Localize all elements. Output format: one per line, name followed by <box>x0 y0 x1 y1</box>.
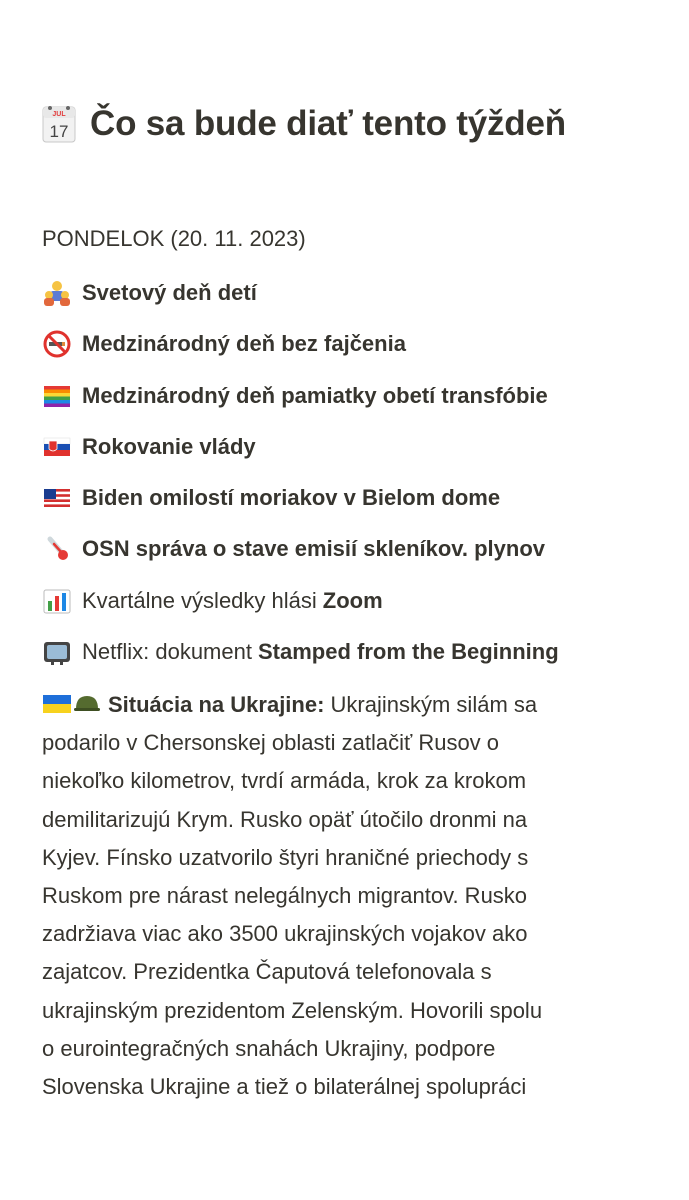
event-label: Medzinárodný deň pamiatky obetí transfóbie <box>82 383 548 408</box>
event-item <box>42 585 383 617</box>
no-smoking-icon <box>42 330 72 358</box>
ukraine-line: Ruskom pre nárast nelegálnych migrantov. Rusko <box>42 883 528 909</box>
ukraine-line: zadržiava viac ako 3500 ukrajinských vojakov ako <box>42 921 528 947</box>
page-title: Čo sa bude diať tento týždeň <box>90 104 566 143</box>
event-label: Svetový deň detí <box>82 280 257 305</box>
event-label-plain: Kvartálne výsledky hlási <box>82 588 317 613</box>
ukraine-heading: Situácia na Ukrajine: <box>108 692 325 717</box>
event-label: Medzinárodný deň bez fajčenia <box>82 331 406 356</box>
family-icon <box>42 279 72 307</box>
ukraine-line: demilitarizujú Krym. Rusko opäť útočilo dronmi na <box>42 806 528 832</box>
ukraine-line: zajatcov. Prezidentka Čaputová telefonovala s <box>42 959 492 985</box>
ukraine-line: podarilo v Chersonskej oblasti zatlačiť Rusov o <box>42 730 500 756</box>
event-label: OSN správa o stave emisií skleníkov. plynov <box>82 536 546 561</box>
ukraine-flag-icon <box>42 692 72 716</box>
event-label: Rokovanie vlády <box>82 434 256 459</box>
ukraine-line: Slovenska Ukrajine a tiež o bilaterálnej spolupráci <box>42 1074 527 1100</box>
event-item <box>42 636 559 668</box>
event-item <box>42 482 500 514</box>
ukraine-paragraph <box>42 686 657 1106</box>
usa-flag-icon <box>42 484 72 512</box>
event-item <box>42 328 406 360</box>
event-label-plain: Netflix: dokument <box>82 639 252 664</box>
day-heading: PONDELOK (20. 11. 2023) <box>42 226 306 251</box>
event-label-bold: Zoom <box>322 588 383 613</box>
title-row <box>42 104 566 144</box>
ukraine-line: niekoľko kilometrov, tvrdí armáda, krok za krokom <box>42 768 527 794</box>
calendar-icon <box>42 104 76 144</box>
event-item <box>42 277 257 309</box>
ukraine-line: Kyjev. Fínsko uzatvorilo štyri hraničné priechody s <box>42 844 529 870</box>
event-label: Biden omilostí moriakov v Bielom dome <box>82 485 501 510</box>
tv-icon <box>42 638 72 666</box>
rainbow-flag-icon <box>42 382 72 410</box>
ukraine-line: Ukrajinským silám sa <box>324 692 538 717</box>
bar-chart-icon <box>42 587 72 615</box>
event-item <box>42 431 256 463</box>
event-item <box>42 533 545 565</box>
thermometer-icon <box>42 535 72 563</box>
slovakia-flag-icon <box>42 433 72 461</box>
event-item <box>42 380 548 412</box>
ukraine-line: ukrajinským prezidentom Zelenským. Hovorili spolu <box>42 997 543 1023</box>
ukraine-line: o eurointegračných snahách Ukrajiny, podpore <box>42 1035 496 1061</box>
calendar-day: 17 <box>49 122 69 141</box>
calendar-month: JUL <box>52 111 66 118</box>
event-label-bold: Stamped from the Beginning <box>257 639 559 664</box>
military-helmet-icon <box>72 692 102 716</box>
